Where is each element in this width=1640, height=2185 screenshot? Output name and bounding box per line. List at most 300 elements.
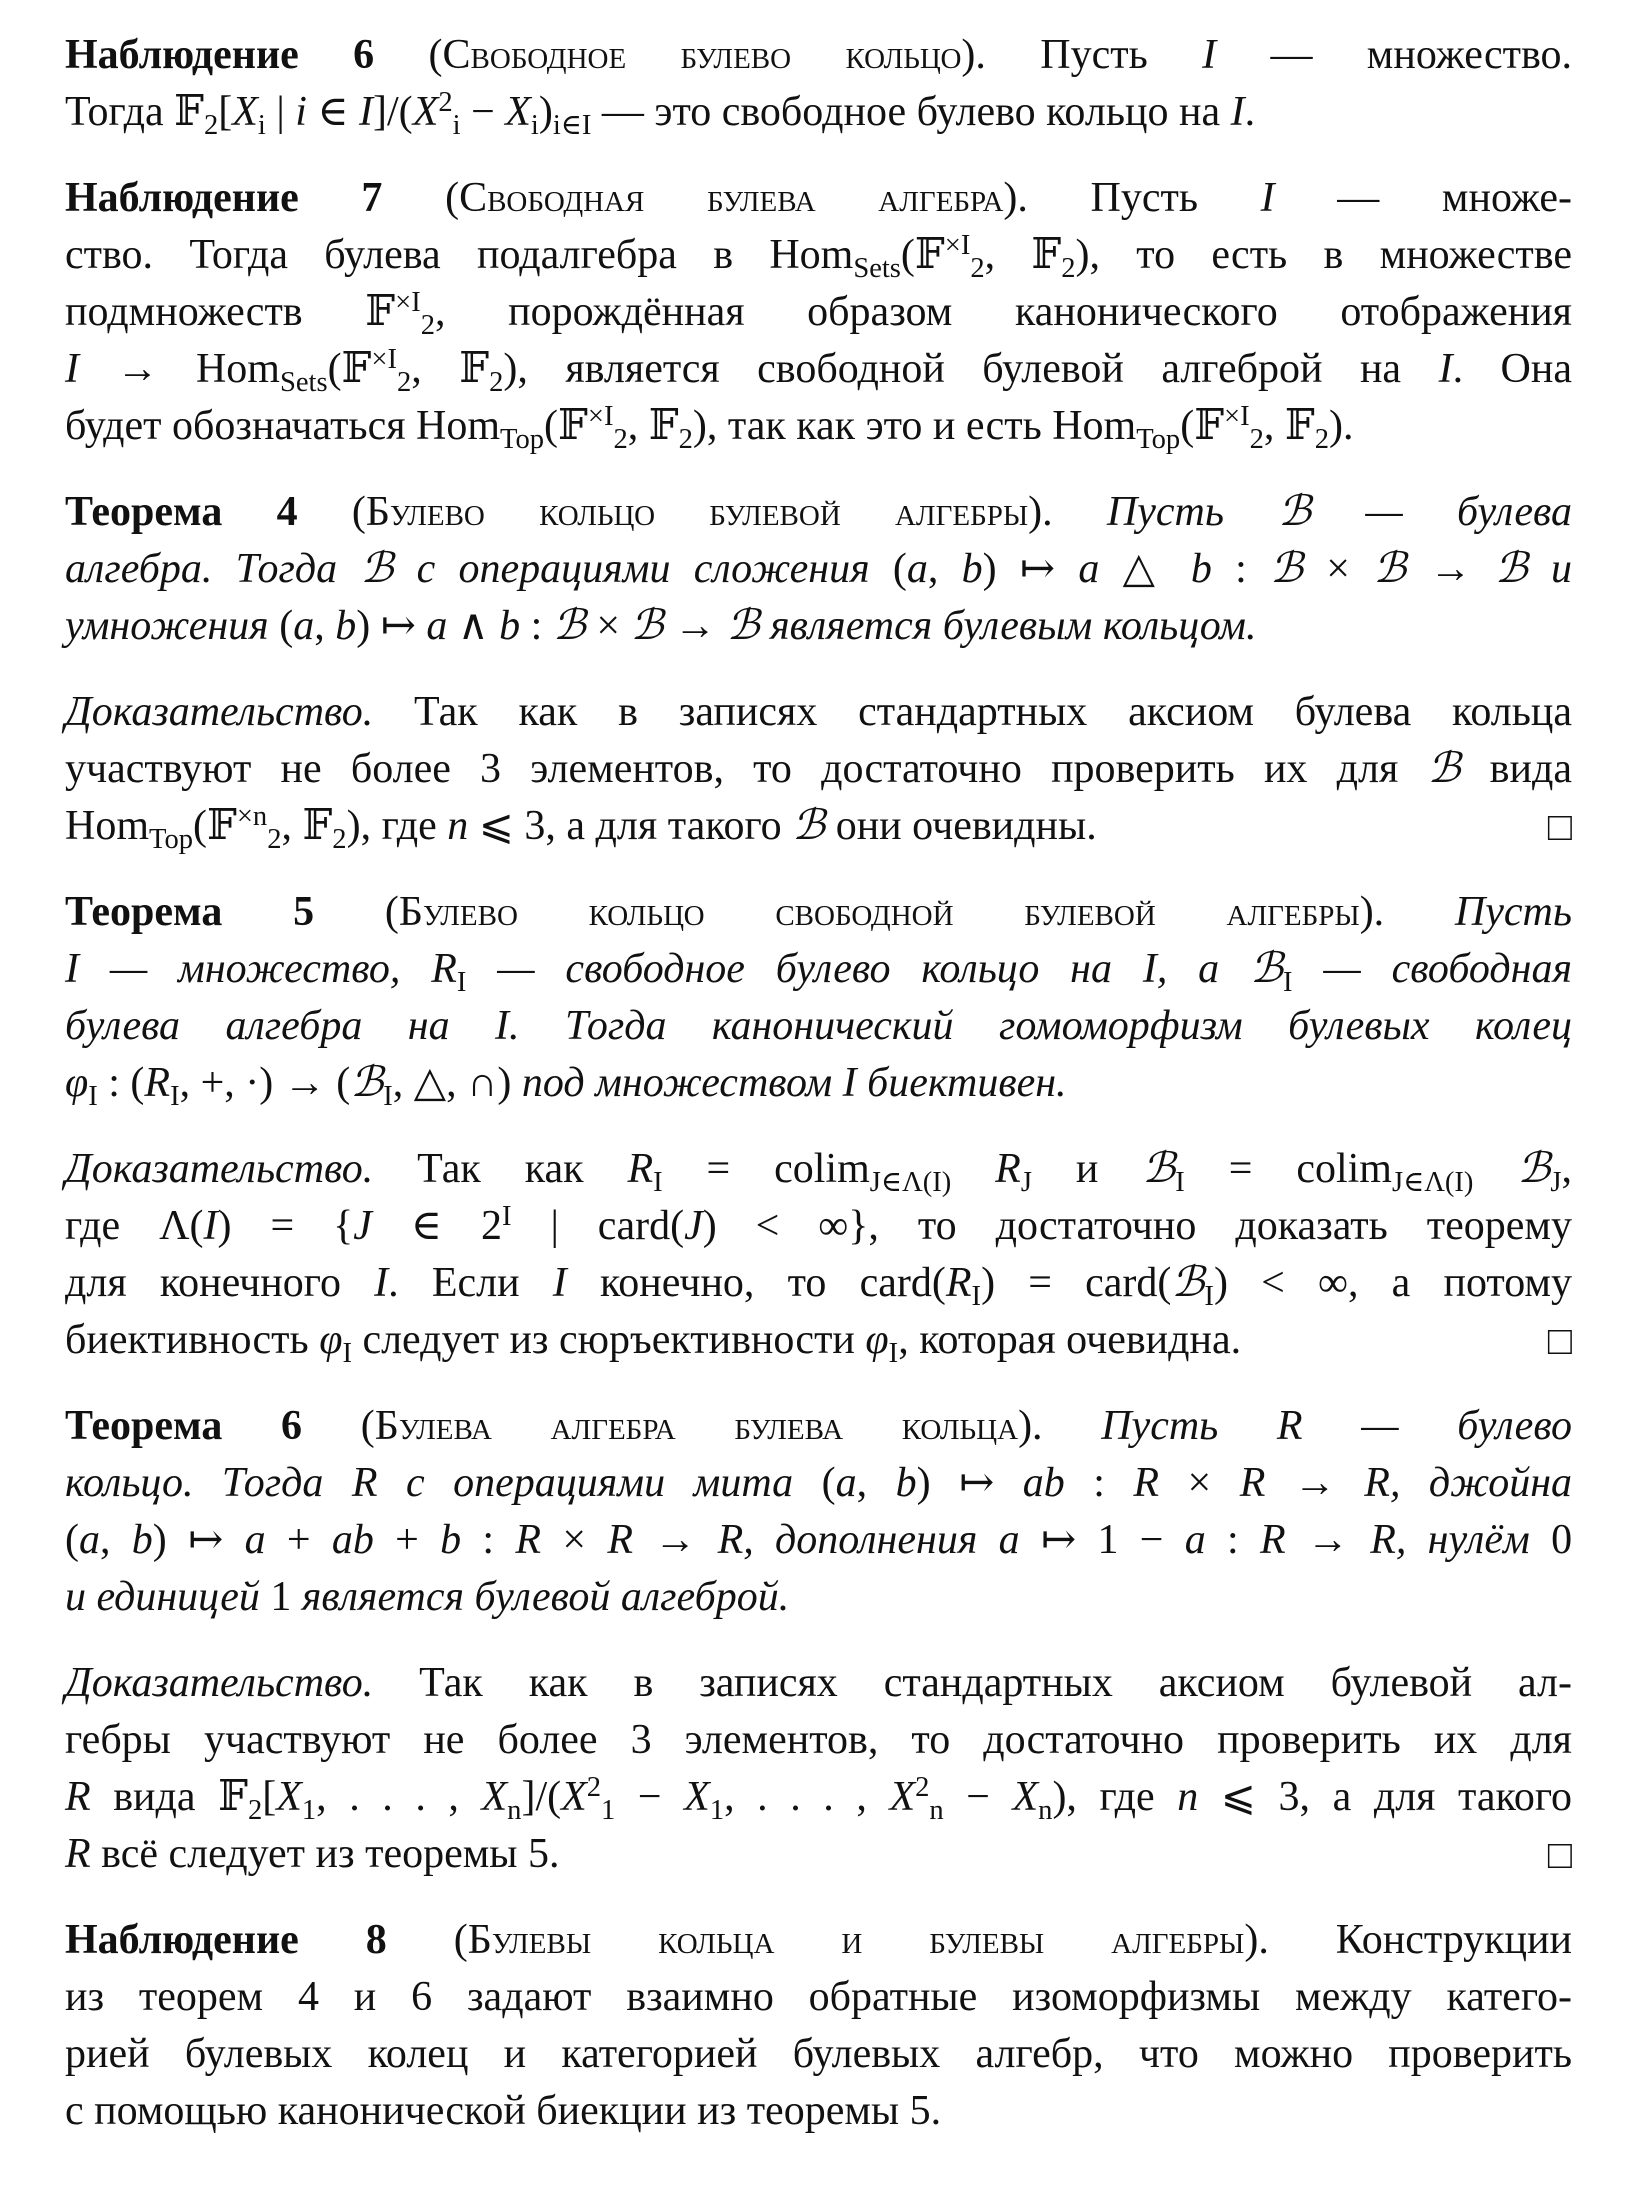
subscript: Sets [279, 367, 328, 399]
italic-text: I [203, 1203, 218, 1249]
text: ( [892, 546, 907, 592]
italic-text: булева алгебра на I. Тогда канонический гомоморфизм булевых колец [65, 1003, 1572, 1049]
italic-text: n [447, 803, 469, 849]
superscript: ×I [1224, 400, 1250, 432]
text: − [460, 89, 506, 135]
text: (𝔽 [193, 803, 237, 849]
subscript: Top [149, 824, 193, 856]
text: : [1211, 546, 1271, 592]
text: ( [374, 32, 443, 78]
italic-text: b [961, 546, 983, 592]
text: . Она [1452, 346, 1572, 392]
italic-text: a [79, 1517, 100, 1563]
italic-text: b [335, 603, 357, 649]
text: ) < ∞}, то достаточно доказать теорему [702, 1203, 1572, 1249]
bold-heading: Наблюдение 6 [65, 32, 375, 78]
subscript: I [1204, 1281, 1214, 1313]
italic-text: b [895, 1460, 917, 1506]
italic-text: X [481, 1774, 508, 1820]
italic-text: является булевой алгеброй. [291, 1574, 790, 1620]
italic-text: Доказательство. [65, 1146, 374, 1192]
text: − [615, 1774, 685, 1820]
italic-text: X [276, 1774, 302, 1820]
text: , 𝔽 [1263, 403, 1315, 449]
italic-text: I [1438, 346, 1453, 392]
text: — множе- [1274, 175, 1572, 221]
text: ]/( [373, 89, 413, 135]
subscript: I [88, 1081, 98, 1113]
text-line [65, 1312, 1572, 1369]
italic-text: Пусть [1454, 889, 1572, 935]
text: ∈ 2 [371, 1203, 502, 1249]
italic-text: b [131, 1517, 153, 1563]
text-line [65, 884, 1572, 941]
text: , [856, 1460, 896, 1506]
superscript: I [501, 1200, 512, 1232]
subscript: I [888, 1338, 899, 1370]
text: ( [386, 1917, 468, 1963]
superscript: ×I [371, 343, 397, 375]
qed-box-icon: □ [1547, 1832, 1572, 1877]
text: : [1064, 1460, 1134, 1506]
subscript: 2 [970, 253, 985, 285]
text: ). [1028, 489, 1107, 535]
text: , 𝔽 [984, 232, 1062, 278]
text: ( [821, 1460, 836, 1506]
small-caps-title: Свободное булево кольцо [442, 32, 962, 78]
italic-text: R, джойна [1364, 1460, 1573, 1506]
italic-text: ℬ [1427, 746, 1461, 792]
subscript: 2 [267, 824, 282, 856]
italic-text: и единицей [65, 1574, 271, 1620]
italic-text: алгебра. Тогда ℬ с операциями сложения [65, 546, 893, 592]
text: ) ↦ [356, 603, 427, 649]
document-page [65, 27, 1572, 2169]
text-line [65, 1055, 1572, 1112]
text: ство. Тогда булева подалгебра в Hom [65, 232, 854, 278]
italic-text: i [295, 89, 307, 135]
subscript: 1 [709, 1795, 725, 1827]
text: Так как в записях стандартных аксиом булева кольца [373, 689, 1572, 735]
italic-text: X [684, 1774, 710, 1820]
italic-text: I [359, 89, 374, 135]
subscript: J [1550, 1167, 1562, 1199]
italic-text: a [293, 603, 315, 649]
text-line [65, 341, 1572, 398]
text-line [65, 1398, 1572, 1455]
subscript: 2 [203, 110, 219, 142]
text-line [65, 227, 1572, 284]
italic-text: φ [65, 1060, 89, 1106]
text: → [1265, 1460, 1365, 1506]
subscript: 1 [601, 1795, 616, 1827]
subscript: I [1283, 967, 1293, 999]
text: : [461, 1517, 516, 1563]
qed-box-icon: □ [1547, 1318, 1572, 1363]
italic-text: R [1259, 1517, 1286, 1563]
paragraph-observation-8 [65, 1912, 1572, 2140]
text: , △, ∩) [392, 1060, 522, 1106]
text [951, 1146, 995, 1192]
subscript: I [971, 1281, 982, 1313]
italic-text: I — множество, R [65, 946, 457, 992]
italic-text: ℬ [792, 803, 826, 849]
text: вида [1460, 746, 1572, 792]
text: ( [314, 889, 399, 935]
italic-text: Доказательство. [65, 689, 374, 735]
italic-text: a [244, 1517, 266, 1563]
italic-text: ℬ [552, 603, 586, 649]
text: . Если [388, 1260, 553, 1306]
text: , 𝔽 [281, 803, 333, 849]
text-line [65, 798, 1572, 855]
text: [ [218, 89, 233, 135]
italic-text: b [440, 1517, 462, 1563]
text: → [663, 603, 727, 649]
qed-box-icon: □ [1547, 804, 1572, 849]
italic-text: ℬ [350, 1060, 384, 1106]
text: вида 𝔽 [90, 1774, 248, 1820]
text: : ( [97, 1060, 145, 1106]
italic-text: R [65, 1774, 91, 1820]
text-line [65, 170, 1572, 227]
text-line [65, 941, 1572, 998]
text: ) [538, 89, 553, 135]
paragraph-theorem-5 [65, 884, 1572, 1112]
text: всё следует из теоремы 5. [90, 1831, 560, 1877]
italic-text: Пусть R — булево [1101, 1403, 1573, 1449]
text: × [1159, 1460, 1240, 1506]
italic-text: R [627, 1146, 654, 1192]
italic-text: a [1184, 1517, 1206, 1563]
text: = colim [662, 1146, 870, 1192]
italic-text: a [426, 603, 448, 649]
superscript: ×n [236, 800, 268, 832]
subscript: J [1020, 1167, 1032, 1199]
text: будет обозначаться Hom [65, 403, 501, 449]
text: → Hom [79, 346, 280, 392]
text: биективность [65, 1317, 320, 1363]
text: , порождённая образом канонического отображения [435, 289, 1573, 335]
small-caps-title: Булевы кольца и булевы алгебры [467, 1917, 1245, 1963]
italic-text: R [945, 1260, 972, 1306]
subscript: I [342, 1338, 352, 1370]
text: ). [1018, 1403, 1102, 1449]
text: , 𝔽 [411, 346, 490, 392]
text: , [100, 1517, 132, 1563]
text-line [65, 1912, 1572, 1969]
text: ) ↦ [916, 1460, 1023, 1506]
text: . [1244, 89, 1256, 135]
text: следует из сюръективности [351, 1317, 866, 1363]
text: ) = { [217, 1203, 354, 1249]
italic-text: X [505, 89, 531, 135]
text: → [1285, 1517, 1371, 1563]
text: — множество. [1216, 32, 1572, 78]
text: ), является свободной булевой алгеброй на [503, 346, 1439, 392]
text-line [65, 1655, 1572, 1712]
text-line [65, 1255, 1572, 1312]
text: — это свободное булево кольцо на [591, 89, 1231, 135]
text: ), то есть в множестве [1075, 232, 1572, 278]
text: , [314, 603, 336, 649]
text: ). [1329, 403, 1354, 449]
paragraph-proof-5 [65, 1141, 1572, 1369]
text: ) < ∞, а потому [1213, 1260, 1572, 1306]
text: ( [297, 489, 366, 535]
superscript: ×I [944, 229, 971, 261]
italic-text: R [144, 1060, 171, 1106]
text-line [65, 541, 1572, 598]
italic-text: a [906, 546, 928, 592]
text: рией булевых колец и категорией булевых алгебр, что можно проверить [65, 2031, 1572, 2077]
text: + [265, 1517, 332, 1563]
text: , . . . , [316, 1774, 482, 1820]
italic-text: умножения [65, 603, 280, 649]
text [1473, 1146, 1517, 1192]
text: , [1561, 1146, 1572, 1192]
italic-text: φ [865, 1317, 889, 1363]
paragraph-observation-7 [65, 170, 1572, 455]
italic-text: ℬ [1270, 546, 1304, 592]
text: ), где [346, 803, 448, 849]
text-line [65, 598, 1572, 655]
subscript: 2 [420, 310, 435, 342]
text-line [65, 2083, 1572, 2140]
subscript: 2 [332, 824, 347, 856]
text: ↦ 1 − [1019, 1517, 1185, 1563]
text: (𝔽 [327, 346, 372, 392]
subscript: I [456, 967, 467, 999]
text-line [65, 1769, 1572, 1826]
italic-text: ℬ является булевым кольцом. [726, 603, 1257, 649]
italic-text: X [889, 1774, 916, 1820]
text-line [65, 284, 1572, 341]
text: , 𝔽 [627, 403, 679, 449]
italic-text: кольцо. Тогда R с операциями мита [65, 1460, 822, 1506]
text-line [65, 1569, 1572, 1626]
text: ) ↦ [152, 1517, 245, 1563]
bold-heading: Наблюдение 7 [65, 175, 383, 221]
text: = colim [1184, 1146, 1392, 1192]
italic-text: R [1133, 1460, 1160, 1506]
text: ]/( [521, 1774, 562, 1820]
text: 0 [1551, 1517, 1573, 1563]
subscript: Sets [853, 253, 901, 285]
text: + [373, 1517, 441, 1563]
subscript: i [257, 110, 266, 142]
italic-text: X [1012, 1774, 1039, 1820]
subscript: Top [500, 424, 545, 456]
subscript: 2 [1249, 424, 1264, 456]
italic-text: X [232, 89, 258, 135]
small-caps-title: Свободная булева алгебра [459, 175, 1004, 221]
small-caps-title: Булево кольцо булевой алгебры [365, 489, 1029, 535]
text: с помощью канонической биекции из теоремы 5. [65, 2088, 942, 2134]
superscript: 2 [438, 86, 453, 118]
text: ∈ [306, 89, 360, 135]
subscript: n [1038, 1795, 1053, 1827]
text: из теорем 4 и 6 задают взаимно обратные изоморфизмы между катего- [65, 1974, 1572, 2020]
italic-text: I [374, 1260, 389, 1306]
bold-heading: Теорема 6 [65, 1403, 303, 1449]
italic-text: I [1230, 89, 1245, 135]
italic-text: J [684, 1203, 703, 1249]
italic-text: I [552, 1260, 567, 1306]
text-line [65, 484, 1572, 541]
italic-text: a [1078, 546, 1100, 592]
subscript: i [452, 110, 461, 142]
small-caps-title: Булево кольцо свободной булевой алгебры [398, 889, 1360, 935]
subscript: 2 [489, 367, 504, 399]
bold-heading: Теорема 5 [65, 889, 315, 935]
text: ) ↦ [982, 546, 1079, 592]
text: Так как [373, 1146, 628, 1192]
italic-text: под множеством I биективен. [521, 1060, 1067, 1106]
text-line [65, 1712, 1572, 1769]
italic-text: ℬ [1517, 1146, 1551, 1192]
text-line [65, 1455, 1572, 1512]
subscript: n [929, 1795, 944, 1827]
text: △ [1099, 546, 1191, 592]
text: участвуют не более 3 элементов, то достаточно проверить их для [65, 746, 1428, 792]
subscript: I [1175, 1167, 1185, 1199]
text-line [65, 1141, 1572, 1198]
italic-text: X [412, 89, 439, 135]
text: ). Конструкции [1244, 1917, 1572, 1963]
italic-text: ℬ [630, 603, 664, 649]
subscript: 2 [247, 1795, 263, 1827]
paragraph-proof-4 [65, 684, 1572, 855]
subscript: 2 [678, 424, 693, 456]
paragraph-theorem-6 [65, 1398, 1572, 1626]
text: где Λ( [65, 1203, 204, 1249]
text: (𝔽 [1180, 403, 1225, 449]
text: ). Пусть [961, 32, 1203, 78]
subscript: 2 [396, 367, 412, 399]
small-caps-title: Булева алгебра булева кольца [374, 1403, 1019, 1449]
italic-text: ab [1022, 1460, 1065, 1506]
text: ), где [1052, 1774, 1178, 1820]
subscript: 1 [301, 1795, 317, 1827]
text: × [541, 1517, 608, 1563]
text-line [65, 398, 1572, 455]
text: , +, ·) → ( [179, 1060, 351, 1106]
text-line [65, 27, 1572, 84]
superscript: ×I [395, 286, 421, 318]
text: ). [1359, 889, 1455, 935]
italic-text: R, нулём [1370, 1517, 1552, 1563]
subscript: i∈I [552, 110, 592, 142]
subscript: 2 [1061, 253, 1076, 285]
text: Тогда 𝔽 [65, 89, 204, 135]
subscript: I [653, 1167, 663, 1199]
italic-text: I [65, 346, 79, 392]
text: и [1031, 1146, 1143, 1192]
text: 1 [270, 1574, 292, 1620]
subscript: Top [1136, 424, 1181, 456]
bold-heading: Теорема 4 [65, 489, 298, 535]
text-line [65, 1512, 1572, 1569]
italic-text: R [607, 1517, 633, 1563]
text: ( [65, 1517, 79, 1563]
text: конечно, то card( [566, 1260, 946, 1306]
text: Hom [65, 803, 149, 849]
italic-text: b [1190, 546, 1212, 592]
text: | card( [511, 1203, 685, 1249]
italic-text: J [353, 1203, 372, 1249]
text: ( [302, 1403, 375, 1449]
italic-text: ℬ и [1494, 546, 1572, 592]
italic-text: I [1202, 32, 1217, 78]
text: → [632, 1517, 718, 1563]
text-line [65, 1969, 1572, 2026]
italic-text: a [835, 1460, 857, 1506]
text: ⩽ 3, а для такого [468, 803, 793, 849]
text: [ [262, 1774, 277, 1820]
text-line [65, 1198, 1572, 1255]
italic-text: R [515, 1517, 542, 1563]
bold-heading: Наблюдение 8 [65, 1917, 387, 1963]
text: : [1205, 1517, 1260, 1563]
italic-text: — свободное булево кольцо на I, а ℬ [466, 946, 1284, 992]
superscript: 2 [915, 1771, 930, 1803]
italic-text: R [1239, 1460, 1266, 1506]
italic-text: ab [331, 1517, 374, 1563]
text: ), так как это и есть Hom [692, 403, 1137, 449]
text-line [65, 2026, 1572, 2083]
text: × [1303, 546, 1374, 592]
text: Так как в записях стандартных аксиом булевой ал- [373, 1660, 1572, 1706]
text: , [927, 546, 962, 592]
subscript: I [170, 1081, 180, 1113]
subscript: J∈Λ(I) [1391, 1167, 1474, 1199]
text-line [65, 684, 1572, 741]
text: | [265, 89, 296, 135]
italic-text: b [499, 603, 521, 649]
text: − [943, 1774, 1013, 1820]
text: ( [382, 175, 460, 221]
italic-text: R [65, 1831, 91, 1877]
text: для конечного [65, 1260, 375, 1306]
text: ) = card( [981, 1260, 1172, 1306]
paragraph-observation-6 [65, 27, 1572, 141]
italic-text: n [1177, 1774, 1199, 1820]
subscript: n [507, 1795, 522, 1827]
italic-text: ℬ [1142, 1146, 1176, 1192]
italic-text: — свободная [1292, 946, 1572, 992]
text: × [585, 603, 631, 649]
italic-text: Пусть ℬ — булева [1106, 489, 1572, 535]
italic-text: ℬ [1373, 546, 1407, 592]
superscript: 2 [586, 1771, 602, 1803]
subscript: 2 [1314, 424, 1330, 456]
text: → [1406, 546, 1495, 592]
text: (𝔽 [544, 403, 588, 449]
paragraph-theorem-4 [65, 484, 1572, 655]
text: подмножеств 𝔽 [65, 289, 396, 335]
paragraph-proof-6 [65, 1655, 1572, 1883]
italic-text: X [561, 1774, 587, 1820]
text: они очевидны. [825, 803, 1097, 849]
text: ∧ [447, 603, 500, 649]
subscript: 2 [613, 424, 628, 456]
text: , которая очевидна. [898, 1317, 1242, 1363]
italic-text: ℬ [1171, 1260, 1205, 1306]
text: ). Пусть [1003, 175, 1261, 221]
text-line [65, 998, 1572, 1055]
subscript: I [383, 1081, 393, 1113]
